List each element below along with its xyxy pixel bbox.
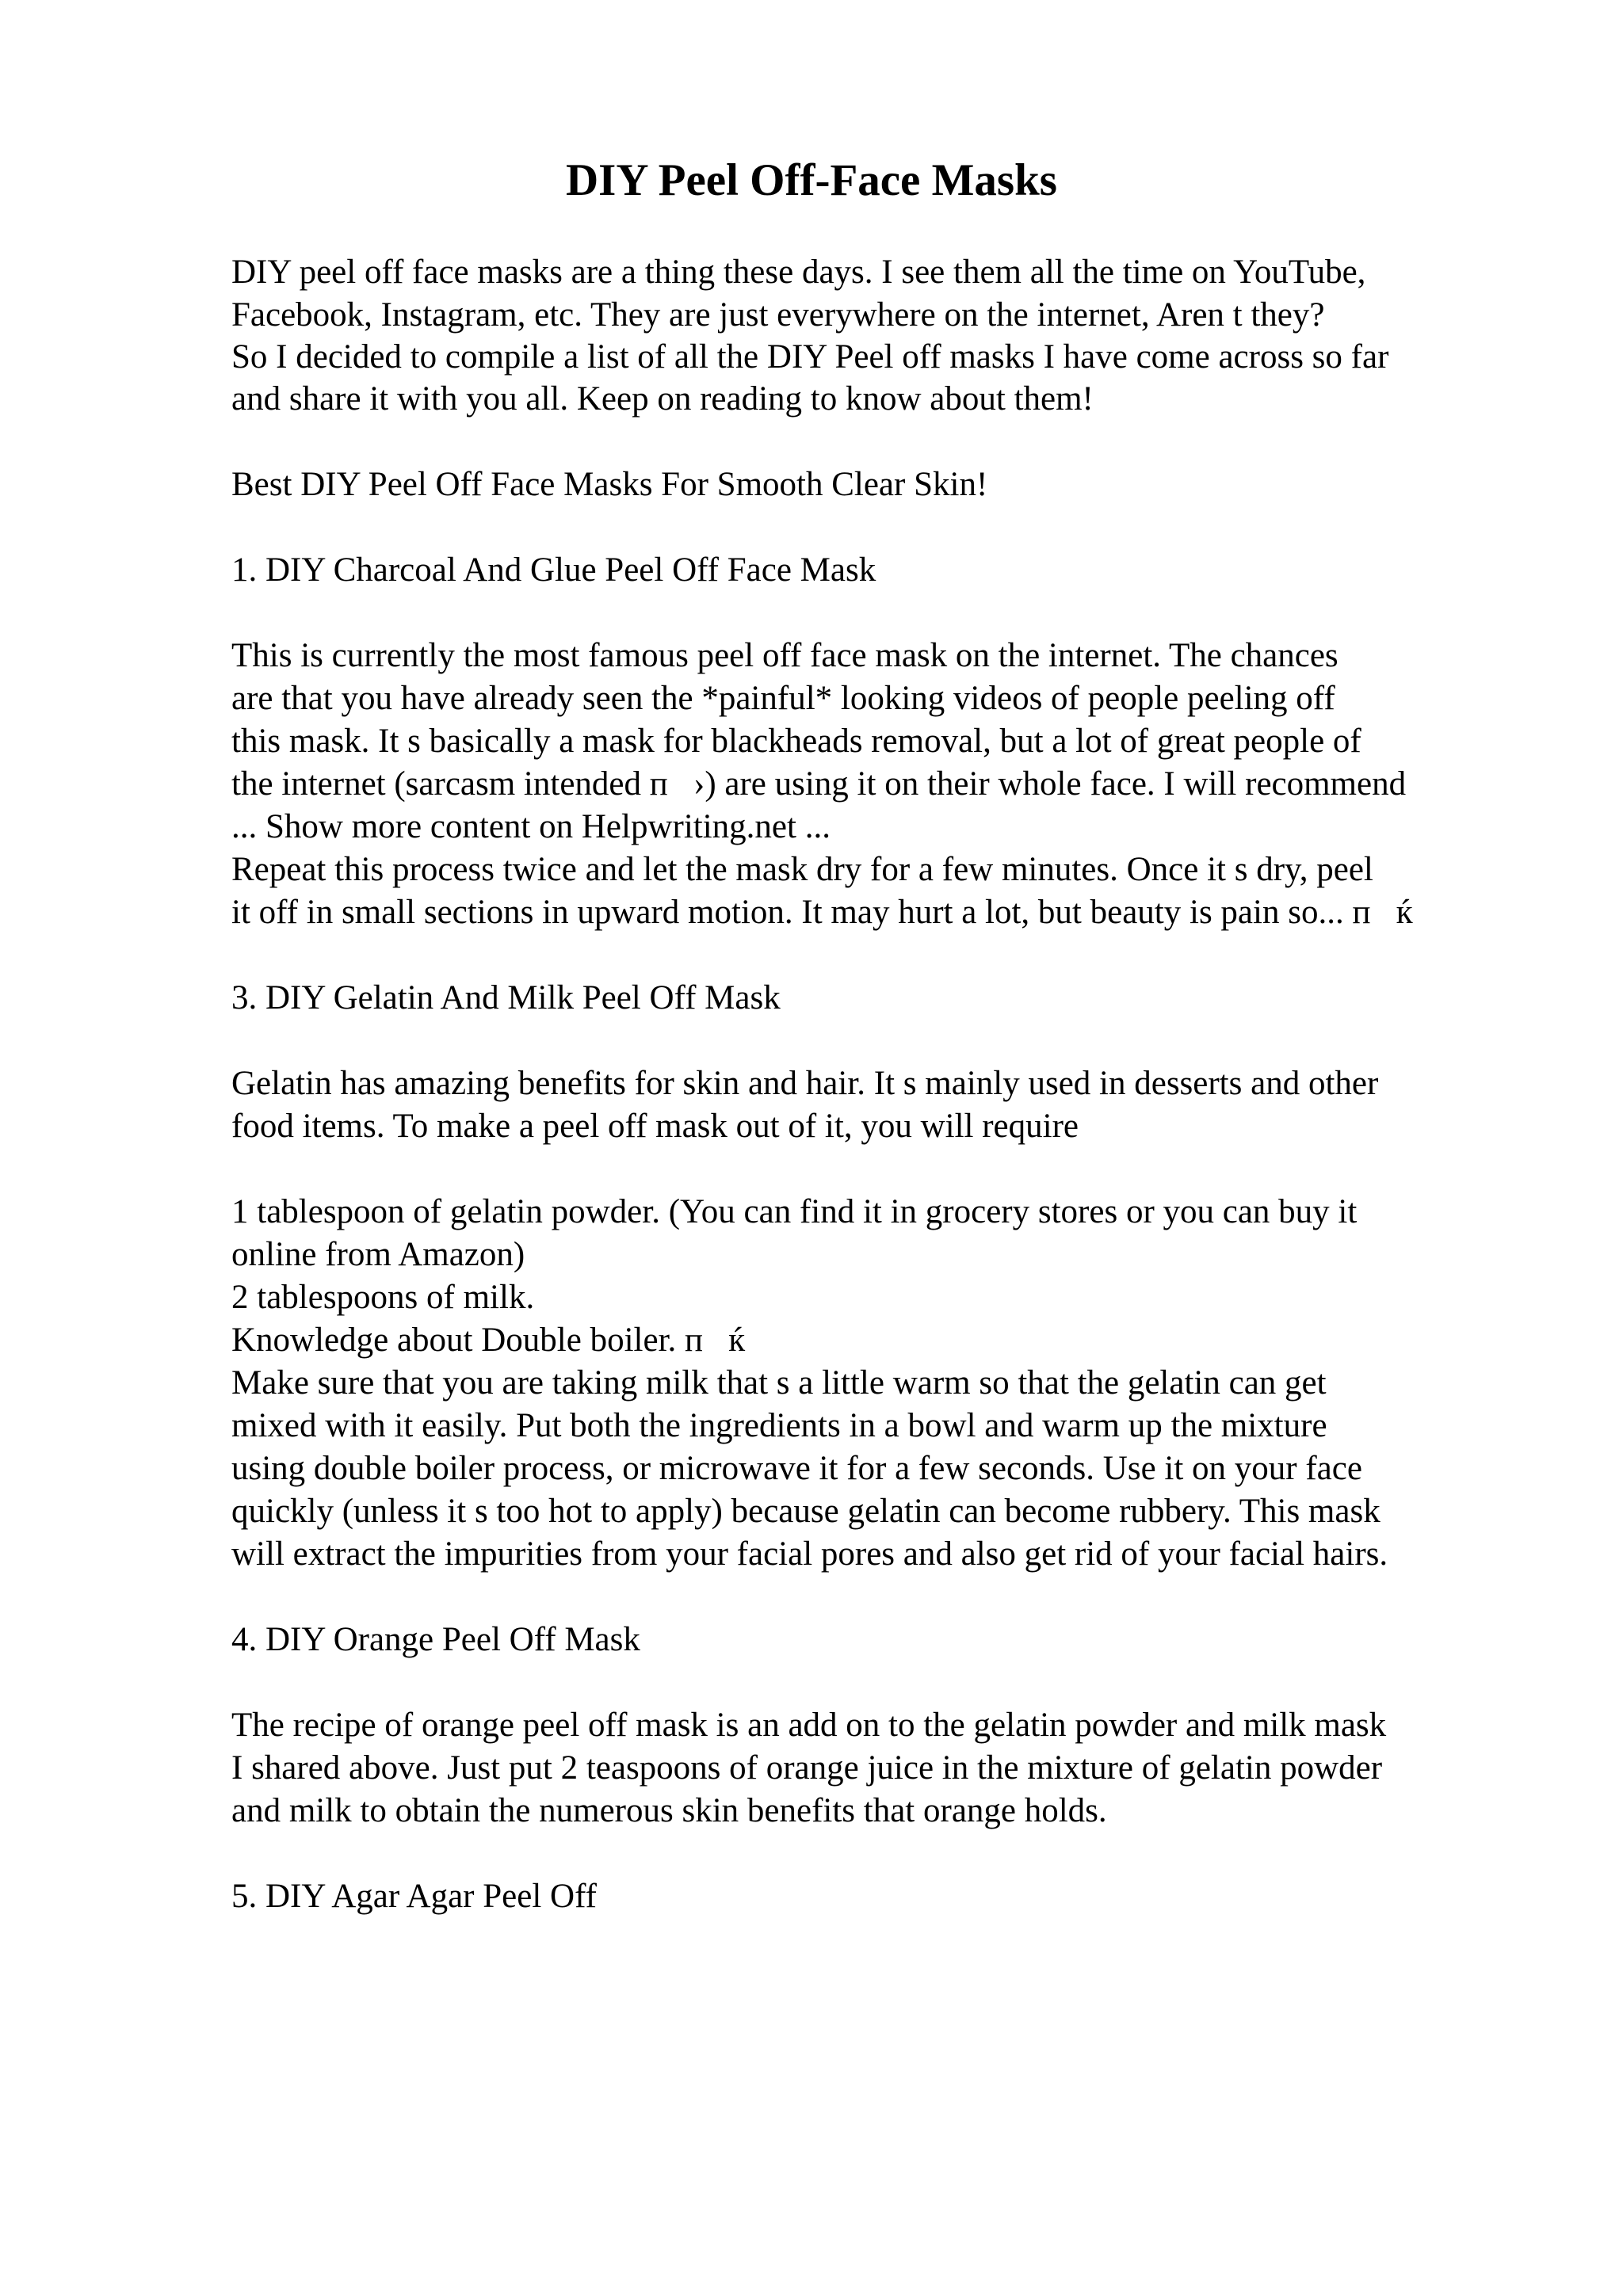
orange-line-1: The recipe of orange peel off mask is an add on to the gelatin powder and milk mask	[231, 1707, 1387, 1744]
charcoal-line-3: this mask. It s basically a mask for blackheads removal, but a lot of great people of	[231, 723, 1361, 760]
gelatin-line-7: will extract the impurities from your facial pores and also get rid of your facial hairs.	[231, 1535, 1388, 1573]
charcoal-line-6: it off in small sections in upward motion. It may hurt a lot, but beauty is pain so... п ќ	[231, 894, 1413, 931]
section-heading-best: Best DIY Peel Off Face Masks For Smooth Clear Skin!	[231, 466, 988, 503]
show-more-line: ... Show more content on Helpwriting.net ...	[231, 808, 831, 845]
orange-line-3: and milk to obtain the numerous skin benefits that orange holds.	[231, 1792, 1107, 1829]
ingredient-line-1: 1 tablespoon of gelatin powder. (You can find it in grocery stores or you can buy it	[231, 1193, 1358, 1230]
gelatin-line-6: quickly (unless it s too hot to apply) because gelatin can become rubbery. This mask	[231, 1493, 1381, 1530]
charcoal-line-4: the internet (sarcasm intended п ›) are using it on their whole face. I will recommend	[231, 765, 1407, 803]
intro-line-3: So I decided to compile a list of all the DIY Peel off masks I have come across so far	[231, 338, 1389, 376]
gelatin-line-3: Make sure that you are taking milk that s a little warm so that the gelatin can get	[231, 1364, 1327, 1402]
gelatin-line-2: food items. To make a peel off mask out of it, you will require	[231, 1108, 1079, 1145]
charcoal-line-1: This is currently the most famous peel off face mask on the internet. The chances	[231, 637, 1338, 674]
ingredient-line-3: 2 tablespoons of milk.	[231, 1279, 535, 1316]
charcoal-line-5: Repeat this process twice and let the mask dry for a few minutes. Once it s dry, peel	[231, 851, 1373, 888]
section-heading-gelatin: 3. DIY Gelatin And Milk Peel Off Mask	[231, 979, 781, 1016]
intro-line-1: DIY peel off face masks are a thing these days. I see them all the time on YouTube,	[231, 254, 1366, 291]
section-heading-orange: 4. DIY Orange Peel Off Mask	[231, 1621, 640, 1658]
section-heading-agar: 5. DIY Agar Agar Peel Off	[231, 1878, 597, 1915]
orange-line-2: I shared above. Just put 2 teaspoons of orange juice in the mixture of gelatin powder	[231, 1749, 1383, 1787]
intro-line-2: Facebook, Instagram, etc. They are just everywhere on the internet, Aren t they?	[231, 296, 1325, 334]
ingredient-line-4: Knowledge about Double boiler. п ќ	[231, 1322, 746, 1359]
charcoal-line-2: are that you have already seen the *painful* looking videos of people peeling off	[231, 680, 1335, 717]
gelatin-line-1: Gelatin has amazing benefits for skin and hair. It s mainly used in desserts and other	[231, 1065, 1379, 1102]
ingredient-line-2: online from Amazon)	[231, 1236, 525, 1273]
gelatin-line-5: using double boiler process, or microwave it for a few seconds. Use it on your face	[231, 1450, 1362, 1487]
section-heading-charcoal: 1. DIY Charcoal And Glue Peel Off Face Mask	[231, 551, 876, 589]
document-title: DIY Peel Off-Face Masks	[566, 155, 1057, 205]
gelatin-line-4: mixed with it easily. Put both the ingredients in a bowl and warm up the mixture	[231, 1407, 1327, 1444]
intro-line-4: and share it with you all. Keep on reading to know about them!	[231, 380, 1094, 418]
